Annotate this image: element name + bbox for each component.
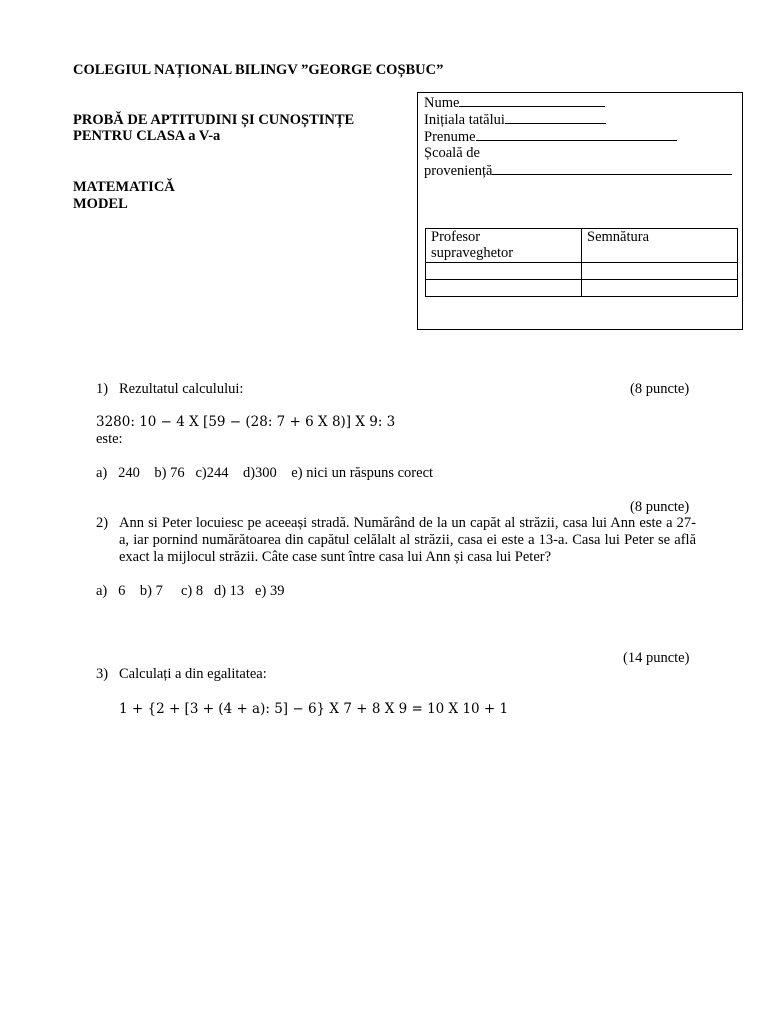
q2-text: Ann si Peter locuiesc pe aceeași stradă. Numărând de la un capăt al străzii, casa lui Ann este a 27-a, iar pornind numărătoarea din capătul celălalt al străzii, casa ei este a 13-a. Casa lui Peter se află exact la mijlocul străzii. Câte case sunt între casa lui Ann și casa lui Peter? xyxy=(119,515,696,565)
model-label: MODEL xyxy=(73,196,128,212)
table-cell-signature[interactable] xyxy=(582,280,738,297)
table-header-row xyxy=(426,229,738,263)
school-name: COLEGIUL NAȚIONAL BILINGV ”GEORGE COȘBUC” xyxy=(73,62,444,78)
q2-answers: a) 6 b) 7 c) 8 d) 13 e) 39 xyxy=(96,583,285,599)
school-origin-line xyxy=(492,162,732,175)
table-cell-supervisor[interactable] xyxy=(426,263,582,280)
surname-line xyxy=(476,128,677,141)
name-line xyxy=(459,94,605,107)
q1-number: 1) xyxy=(96,381,109,397)
father-initial-field[interactable] xyxy=(424,111,606,129)
subject-title: MATEMATICĂ xyxy=(73,179,175,195)
table-header-supervisor-line1: Profesor xyxy=(431,229,481,245)
table-cell-supervisor[interactable] xyxy=(426,280,582,297)
table-cell-signature[interactable] xyxy=(582,263,738,280)
table-row xyxy=(426,263,738,280)
school-origin-label-2: proveniență xyxy=(424,163,493,179)
name-label: Nume xyxy=(424,95,460,111)
exam-title-line1: PROBĂ DE APTITUDINI ȘI CUNOȘTINȚE xyxy=(73,112,355,128)
school-origin-field[interactable] xyxy=(424,162,732,180)
identification-box xyxy=(417,92,743,330)
table-header-supervisor-line2: supraveghetor xyxy=(431,245,514,261)
q2-number: 2) xyxy=(96,515,109,531)
name-field[interactable] xyxy=(424,94,605,112)
surname-label: Prenume xyxy=(424,129,476,145)
father-initial-line xyxy=(505,111,606,124)
supervisor-table xyxy=(425,228,738,297)
table-header-signature: Semnătura xyxy=(582,229,738,263)
q1-answers: a) 240 b) 76 c)244 d)300 e) nici un răspuns corect xyxy=(96,465,434,481)
school-origin-label-1: Școală de xyxy=(424,145,480,161)
father-initial-label: Inițiala tatălui xyxy=(424,112,505,128)
q3-expression: 1 + {2 + [3 + (4 + a): 5] − 6} X 7 + 8 X 9 = 10 X 10 + 1 xyxy=(119,701,509,717)
q3-points: (14 puncte) xyxy=(623,650,690,666)
surname-field[interactable] xyxy=(424,128,677,146)
q1-expression: 3280: 10 − 4 X [59 − (28: 7 + 6 X 8)] X 9: 3 xyxy=(96,414,396,430)
table-header-supervisor xyxy=(426,229,582,263)
q1-after-text: este: xyxy=(96,431,123,447)
q3-number: 3) xyxy=(96,666,109,682)
q1-points: (8 puncte) xyxy=(630,381,690,397)
q3-text: Calculați a din egalitatea: xyxy=(119,666,267,682)
exam-title-line2: PENTRU CLASA a V-a xyxy=(73,128,221,144)
table-row xyxy=(426,280,738,297)
q1-text: Rezultatul calculului: xyxy=(119,381,244,397)
q2-points: (8 puncte) xyxy=(630,499,690,515)
